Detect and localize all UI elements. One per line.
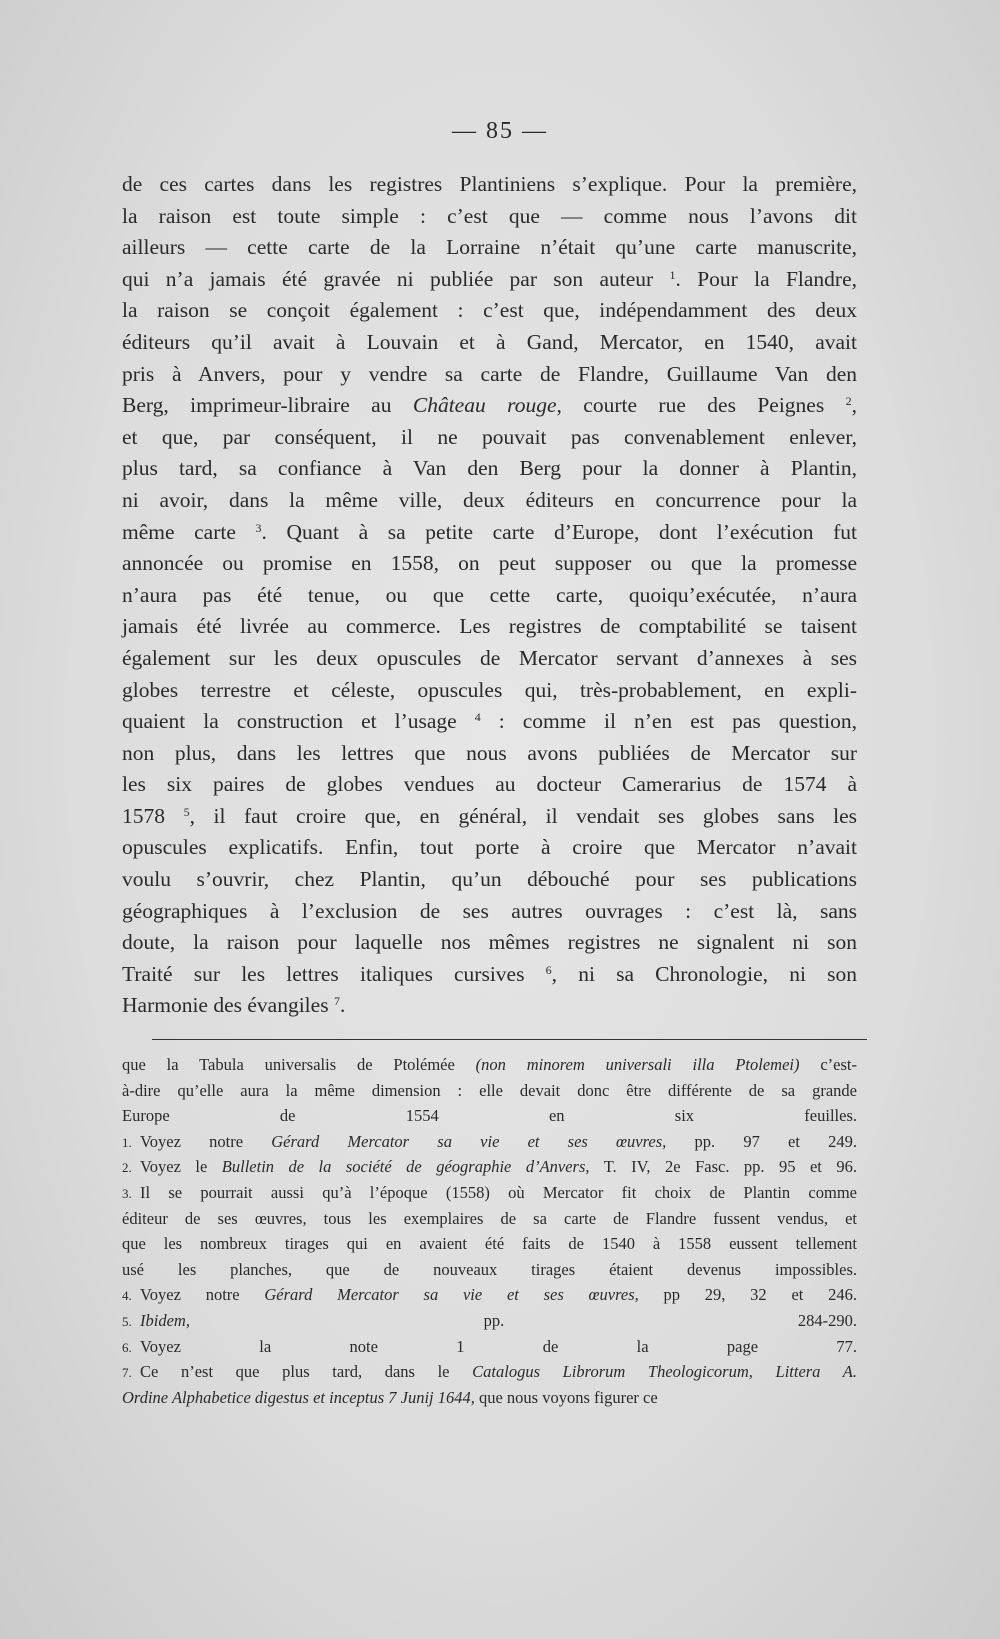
footnote-line: [122, 1206, 857, 1232]
text-run: , courte rue des Peignes: [556, 393, 846, 418]
footnote-ref: 4: [474, 710, 481, 725]
body-line: [122, 295, 857, 327]
italic-run: Catalogus Librorum Theologicorum, Littera A.: [472, 1362, 857, 1382]
text-run: . Quant à sa petite carte d’Europe, dont l’exécution fut: [261, 519, 857, 544]
text-run: . Pour la Flandre,: [675, 266, 857, 291]
text-run: Voyez notre: [140, 1285, 265, 1305]
italic-run: Ibidem,: [140, 1310, 190, 1330]
footnote-number: 3.: [122, 1185, 132, 1201]
body-line: [122, 485, 857, 517]
footnote-line: [122, 1308, 857, 1334]
text-run: T. IV, 2e Fasc. pp. 95 et 96.: [589, 1157, 857, 1177]
body-line: [122, 927, 857, 959]
footnote-number: 1.: [122, 1134, 132, 1150]
footnote-ref: 2: [845, 394, 852, 409]
footnote-number: 6.: [122, 1339, 132, 1355]
text-run: 1578: [122, 803, 184, 828]
text-run: pris à Anvers, pour y vendre sa carte de Flandre, Guillaume Van den: [122, 361, 857, 386]
footnote-line: [122, 1078, 857, 1104]
text-run: Il se pourrait aussi qu’à l’époque (1558) où Mercator fit choix de Plantin comme: [140, 1182, 857, 1202]
italic-run: Ordine Alphabetice digestus et inceptus 7 Junij 1644,: [122, 1387, 475, 1407]
footnote-ref: 6: [545, 962, 552, 977]
body-line: [122, 611, 857, 643]
text-run: ni avoir, dans la même ville, deux éditeurs en concurrence pour la: [122, 487, 857, 512]
text-run: quaient la construction et l’usage: [122, 709, 475, 734]
text-run: la raison se conçoit également : c’est que, indépendamment des deux: [122, 298, 857, 323]
text-run: .: [339, 993, 346, 1018]
footnote-ref: 5: [183, 804, 190, 819]
text-run: que nous voyons figurer ce: [474, 1387, 658, 1407]
italic-run: Bulletin de la société de géographie d’Anvers,: [221, 1157, 590, 1177]
body-line: [122, 738, 857, 770]
text-run: opuscules explicatifs. Enfin, tout porte à croire que Mercator n’avait: [122, 835, 857, 860]
text-run: Europe de 1554 en six feuilles.: [122, 1106, 857, 1126]
text-run: ailleurs — cette carte de la Lorraine n’était qu’une carte manuscrite,: [122, 235, 857, 260]
text-run: que les nombreux tirages qui en avaient été faits de 1540 à 1558 eussent tellement: [122, 1234, 857, 1254]
body-line: [122, 548, 857, 580]
text-run: , ni sa Chronologie, ni son: [551, 961, 857, 986]
footnote-line: [122, 1154, 857, 1180]
text-run: géographiques à l’exclusion de ses autres ouvrages : c’est là, sans: [122, 898, 857, 923]
footnote-line: [122, 1052, 857, 1078]
text-run: la raison est toute simple : c’est que — comme nous l’avons dit: [122, 203, 857, 228]
body-line: [122, 264, 857, 296]
text-run: voulu s’ouvrir, chez Plantin, qu’un débouché pour ses publications: [122, 867, 857, 892]
text-run: Berg, imprimeur-libraire au: [122, 393, 413, 418]
text-run: Traité sur les lettres italiques cursives: [122, 961, 546, 986]
footnote-line: [122, 1103, 857, 1129]
footnote-separator: [152, 1039, 867, 1040]
body-line: [122, 990, 857, 1022]
text-run: , il faut croire que, en général, il vendait ses globes sans les: [189, 803, 857, 828]
body-line: [122, 706, 857, 738]
text-run: à-dire qu’elle aura la même dimension : elle devait donc être différente de sa grande: [122, 1080, 857, 1100]
text-run: pp 29, 32 et 246.: [638, 1285, 857, 1305]
body-line: [122, 327, 857, 359]
body-text: [122, 169, 857, 1022]
text-run: n’aura pas été tenue, ou que cette carte, quoiqu’exécutée, n’aura: [122, 582, 857, 607]
footnote-line: [122, 1180, 857, 1206]
text-run: plus tard, sa confiance à Van den Berg pour la donner à Plantin,: [122, 456, 857, 481]
body-line: [122, 169, 857, 201]
text-run: pp. 97 et 249.: [666, 1131, 857, 1151]
text-run: pp. 284-290.: [189, 1310, 857, 1330]
footnotes: [122, 1052, 857, 1410]
body-line: [122, 201, 857, 233]
text-run: Voyez la note 1 de la page 77.: [140, 1336, 857, 1356]
text-run: même carte: [122, 519, 256, 544]
italic-run: Château rouge: [412, 393, 557, 418]
body-line: [122, 959, 857, 991]
text-run: et que, par conséquent, il ne pouvait pas convenablement enlever,: [122, 424, 857, 449]
body-line: [122, 832, 857, 864]
footnote-ref: 3: [255, 520, 262, 535]
text-run: Voyez le: [140, 1157, 222, 1177]
text-run: qui n’a jamais été gravée ni publiée par son auteur: [122, 266, 670, 291]
text-run: les six paires de globes vendues au docteur Camerarius de 1574 à: [122, 772, 857, 797]
text-run: doute, la raison pour laquelle nos mêmes registres ne signalent ni son: [122, 930, 857, 955]
text-run: que la Tabula universalis de Ptolémée: [122, 1055, 476, 1074]
text-run: éditeurs qu’il avait à Louvain et à Gand, Mercator, en 1540, avait: [122, 329, 857, 354]
text-run: : comme il n’en est pas question,: [480, 709, 857, 734]
body-line: [122, 580, 857, 612]
body-line: [122, 359, 857, 391]
text-run: Harmonie des évangiles: [122, 993, 334, 1018]
body-line: [122, 643, 857, 675]
text-run: également sur les deux opuscules de Mercator servant d’annexes à ses: [122, 645, 857, 670]
body-line: [122, 864, 857, 896]
body-line: [122, 769, 857, 801]
text-run: usé les planches, que de nouveaux tirages étaient devenus impossibles.: [122, 1259, 857, 1279]
footnote-line: [122, 1231, 857, 1257]
body-line: [122, 390, 857, 422]
footnote-number: 5.: [122, 1313, 132, 1329]
italic-run: (non minorem universali illa Ptolemei): [475, 1055, 800, 1074]
text-run: éditeur de ses œuvres, tous les exemplaires de sa carte de Flandre fussent vendus, et: [122, 1208, 857, 1228]
footnote-ref: 7: [333, 994, 340, 1009]
text-run: ,: [851, 393, 858, 418]
footnote-line: [122, 1129, 857, 1155]
footnote-line: [122, 1334, 857, 1360]
body-line: [122, 232, 857, 264]
text-run: non plus, dans les lettres que nous avons publiées de Mercator sur: [122, 740, 857, 765]
footnote-number: 7.: [122, 1365, 132, 1381]
page-number: — 85 —: [452, 118, 548, 144]
footnote-line: [122, 1385, 857, 1411]
text-run: c’est-: [799, 1055, 857, 1074]
body-line: [122, 453, 857, 485]
italic-run: Gérard Mercator sa vie et ses œuvres,: [271, 1131, 667, 1151]
text-run: Voyez notre: [140, 1131, 272, 1151]
text-run: Ce n’est que plus tard, dans le: [140, 1362, 473, 1382]
footnote-line: [122, 1359, 857, 1385]
footnote-line: [122, 1257, 857, 1283]
footnote-line: [122, 1282, 857, 1308]
italic-run: Gérard Mercator sa vie et ses œuvres,: [264, 1285, 639, 1305]
body-line: [122, 517, 857, 549]
body-line: [122, 896, 857, 928]
body-line: [122, 422, 857, 454]
text-run: globes terrestre et céleste, opuscules qui, très-probablement, en expli-: [122, 677, 857, 702]
footnote-ref: 1: [669, 267, 676, 282]
footnote-number: 4.: [122, 1288, 132, 1304]
text-run: de ces cartes dans les registres Plantiniens s’explique. Pour la première,: [122, 172, 857, 196]
body-line: [122, 675, 857, 707]
body-line: [122, 801, 857, 833]
text-run: jamais été livrée au commerce. Les registres de comptabilité se taisent: [122, 614, 857, 639]
footnote-number: 2.: [122, 1160, 132, 1176]
text-run: annoncée ou promise en 1558, on peut supposer ou que la promesse: [122, 551, 857, 576]
